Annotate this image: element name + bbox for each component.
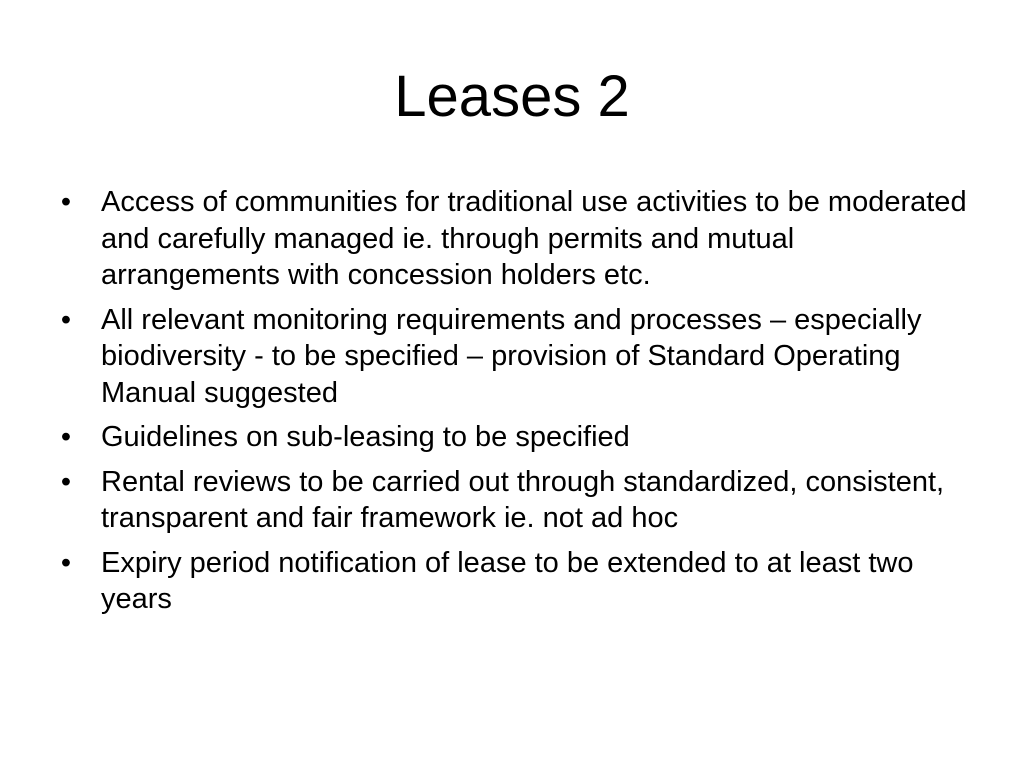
bullet-marker-icon: • <box>60 421 72 453</box>
bullet-marker-icon: • <box>60 546 72 579</box>
bullet-text: All relevant monitoring requirements and processes – especially biodiversity - to be specified – provision of Standard Operating Manual suggested <box>101 303 922 409</box>
bullet-marker-icon: • <box>60 465 72 498</box>
bullet-list <box>56 184 976 626</box>
bullet-marker-icon: • <box>60 303 72 336</box>
bullet-item-monitoring <box>56 302 976 412</box>
bullet-item-community-access <box>56 184 976 294</box>
bullet-text: Access of communities for traditional use activities to be moderated and carefully managed ie. through permits and mutual arrangements with concession holders etc. <box>101 186 967 291</box>
bullet-text: Rental reviews to be carried out through standardized, consistent, transparent and fair framework ie. not ad hoc <box>101 465 945 534</box>
bullet-item-expiry-notification <box>56 545 976 618</box>
bullet-marker-icon: • <box>60 186 72 218</box>
bullet-item-rental-reviews <box>56 464 976 537</box>
slide-title: Leases 2 <box>394 64 630 129</box>
bullet-text: Guidelines on sub-leasing to be specified <box>101 421 630 453</box>
bullet-item-sub-leasing <box>56 419 976 456</box>
bullet-text: Expiry period notification of lease to be extended to at least two years <box>101 546 914 615</box>
